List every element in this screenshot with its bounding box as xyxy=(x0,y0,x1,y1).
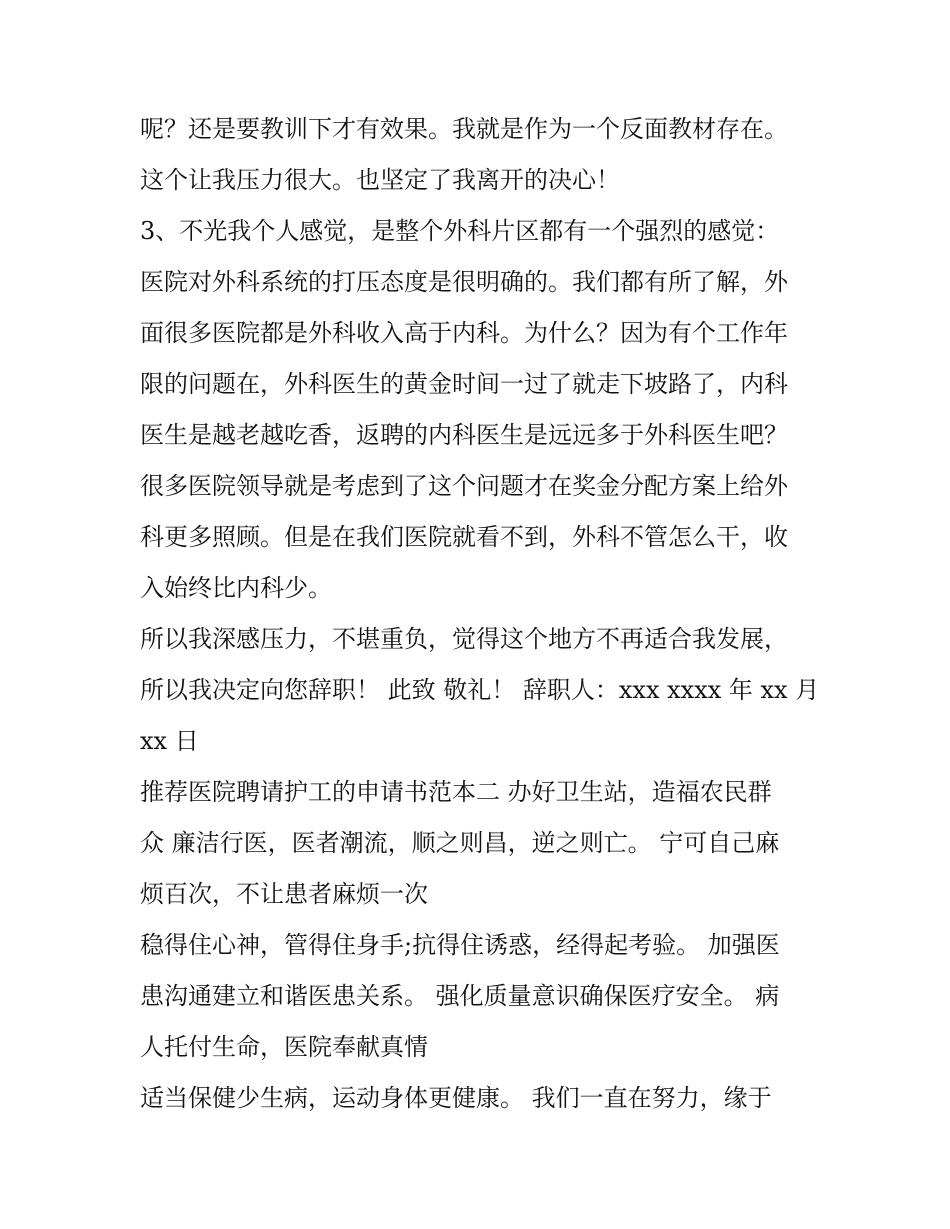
text-line: 烦百次，不让患者麻烦一次 xyxy=(140,880,428,908)
text-line: 适当保健少生病，运动身体更健康。 我们一直在努力，缘于 xyxy=(140,1084,772,1112)
text-line: 这个让我压力很大。也坚定了我离开的决心！ xyxy=(140,166,620,194)
text-line: 推荐医院聘请护工的申请书范本二 办好卫生站，造福农民群 xyxy=(140,778,772,806)
text-line: 入始终比内科少。 xyxy=(140,574,332,602)
text-line: 所以我决定向您辞职！ 此致 敬礼！ 辞职人：xxx xxxx 年 xx 月 xyxy=(140,676,820,704)
text-line: 稳得住心神，管得住身手;抗得住诱惑，经得起考验。 加强医 xyxy=(140,931,780,959)
text-line: 限的问题在，外科医生的黄金时间一过了就走下坡路了，内科 xyxy=(140,370,788,398)
text-line: 医院对外科系统的打压态度是很明确的。我们都有所了解，外 xyxy=(140,268,788,296)
text-line: 面很多医院都是外科收入高于内科。为什么？因为有个工作年 xyxy=(140,319,788,347)
text-line: 医生是越老越吃香，返聘的内科医生是远远多于外科医生吧？ xyxy=(140,421,788,449)
text-line: 众 廉洁行医，医者潮流，顺之则昌，逆之则亡。 宁可自己麻 xyxy=(140,829,780,857)
text-line: 很多医院领导就是考虑到了这个问题才在奖金分配方案上给外 xyxy=(140,472,788,500)
text-line: 患沟通建立和谐医患关系。 强化质量意识确保医疗安全。 病 xyxy=(140,982,780,1010)
text-line: 人托付生命，医院奉献真情 xyxy=(140,1033,428,1061)
text-line: 科更多照顾。但是在我们医院就看不到，外科不管怎么干，收 xyxy=(140,523,788,551)
text-line: 呢？还是要教训下才有效果。我就是作为一个反面教材存在。 xyxy=(140,115,788,143)
document-body xyxy=(140,104,830,1124)
text-line: 3、不光我个人感觉，是整个外科片区都有一个强烈的感觉： xyxy=(140,217,780,245)
text-line: xx 日 xyxy=(140,727,199,755)
text-line: 所以我深感压力，不堪重负，觉得这个地方不再适合我发展， xyxy=(140,625,788,653)
